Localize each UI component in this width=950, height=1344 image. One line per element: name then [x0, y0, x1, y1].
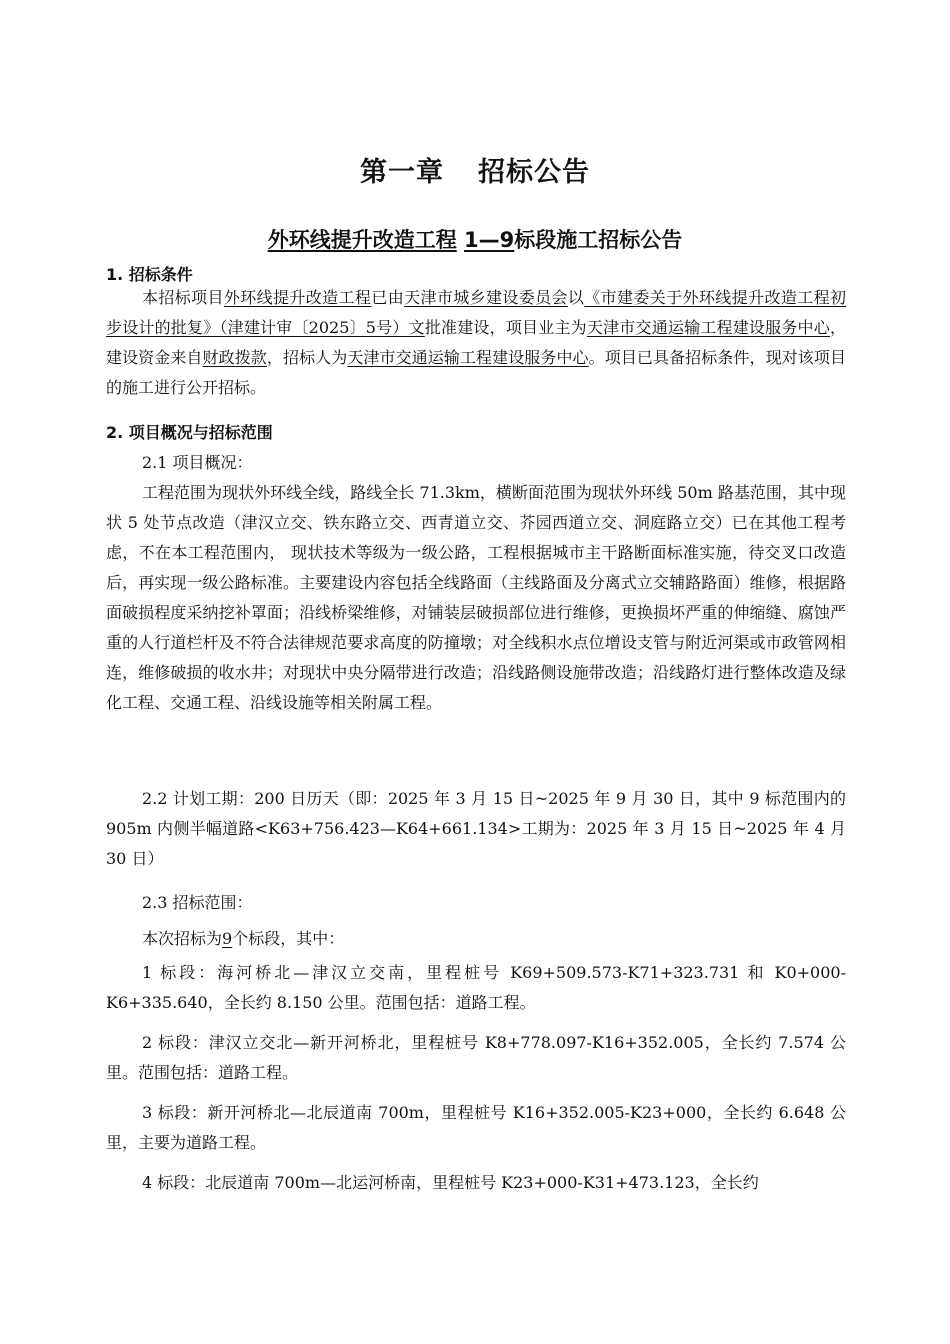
text-run: 个标段，其中：	[232, 929, 345, 948]
chapter-name: 招标公告	[478, 157, 590, 188]
chapter-title	[0, 150, 950, 189]
text-run: 批准建设，项目业主为	[424, 318, 587, 337]
notice-title	[0, 224, 950, 254]
section-1-heading: 1. 招标条件	[106, 265, 193, 284]
notice-project-name: 外环线提升改造工程	[267, 228, 457, 252]
approver: 天津市城乡建设委员会	[404, 288, 568, 307]
text-run: ，建设资金来自	[106, 318, 846, 367]
lot-2-paragraph: 2 标段：津汉立交北—新开河桥北，里程桩号 K8+778.097-K16+352.005，全长约 7.574 公里。范围包括：道路工程。	[106, 1033, 846, 1082]
text-run: 。项目已具备招标条件，现对该项目的施工进行公开招标。	[106, 348, 846, 397]
chapter-number: 第一章	[360, 157, 444, 188]
lot-4-paragraph: 4 标段：北辰道南 700m—北运河桥南，里程桩号 K23+000-K31+473.123，全长约	[142, 1173, 759, 1192]
lot-count: 9	[222, 929, 233, 948]
funding-source: 财政拨款	[202, 348, 267, 367]
notice-title-suffix: 标段施工招标公告	[514, 228, 683, 252]
text-run: 本招标项目	[142, 288, 224, 307]
project-name: 外环线提升改造工程	[223, 288, 372, 307]
lot-3-paragraph: 3 标段：新开河桥北—北辰道南 700m，里程桩号 K16+352.005-K23+000，全长约 6.648 公里，主要为道路工程。	[106, 1103, 846, 1152]
subsection-2-1-label: 2.1 项目概况：	[142, 453, 253, 472]
subsection-2-3-label: 2.3 招标范围：	[142, 893, 253, 912]
text-run: 以	[567, 288, 585, 307]
project-overview-paragraph: 工程范围为现状外环线全线，路线全长 71.3km，横断面范围为现状外环线 50m 路基范围，其中现状 5 处节点改造（津汉立交、铁东路立交、西青道立交、芥园西道立交、洞庭路立交）已在其他工程考虑，不在本工程范围内， 现状技术等级为一级公路，工程根据城市主干路断面标准实施，待交叉口改造后，再实现一级公路标准。主要建设内容包括全线路面（主线路面及分离式立交辅路路面）维修，根据路面破损程度采纳挖补罩面；沿线桥梁维修，对铺装层破损部位进行维修，更换损坏严重的伸缩缝、腐蚀严重的人行道栏杆及不符合法律规范要求高度的防撞墩；对全线积水点位增设支管与附近河渠或市政管网相连，维修破损的收水井；对现状中央分隔带进行改造；沿线路侧设施带改造；沿线路灯进行整体改造及绿化工程、交通工程、沿线设施等相关附属工程。	[106, 483, 846, 712]
project-owner: 天津市交通运输工程建设服务中心	[586, 318, 830, 337]
lot-1-paragraph: 1 标段：海河桥北—津汉立交南，里程桩号 K69+509.573-K71+323.731 和 K0+000-K6+335.640，全长约 8.150 公里。范围包括：道路工程。	[106, 963, 846, 1012]
tender-conditions-paragraph	[106, 283, 846, 403]
notice-sections: 1—9	[464, 228, 515, 252]
text-run: 已由	[371, 288, 405, 307]
schedule-paragraph: 2.2 计划工期：200 日历天（即：2025 年 3 月 15 日~2025 年 9 月 30 日，其中 9 标范围内的 905m 内侧半幅道路<K63+756.423—K64+661.134>工期为：2025 年 3 月 15 日~2025 年 4 月 30 日）	[106, 789, 846, 868]
approval-document: 《市建委关于外环线提升改造工程初步设计的批复》（津建计审〔2025〕5号）文	[106, 288, 846, 337]
text-run: 本次招标为	[142, 929, 223, 948]
section-2-heading: 2. 项目概况与招标范围	[106, 423, 273, 442]
text-run: ，招标人为	[266, 348, 348, 367]
scope-intro	[106, 924, 846, 954]
tenderer: 天津市交通运输工程建设服务中心	[347, 348, 589, 367]
